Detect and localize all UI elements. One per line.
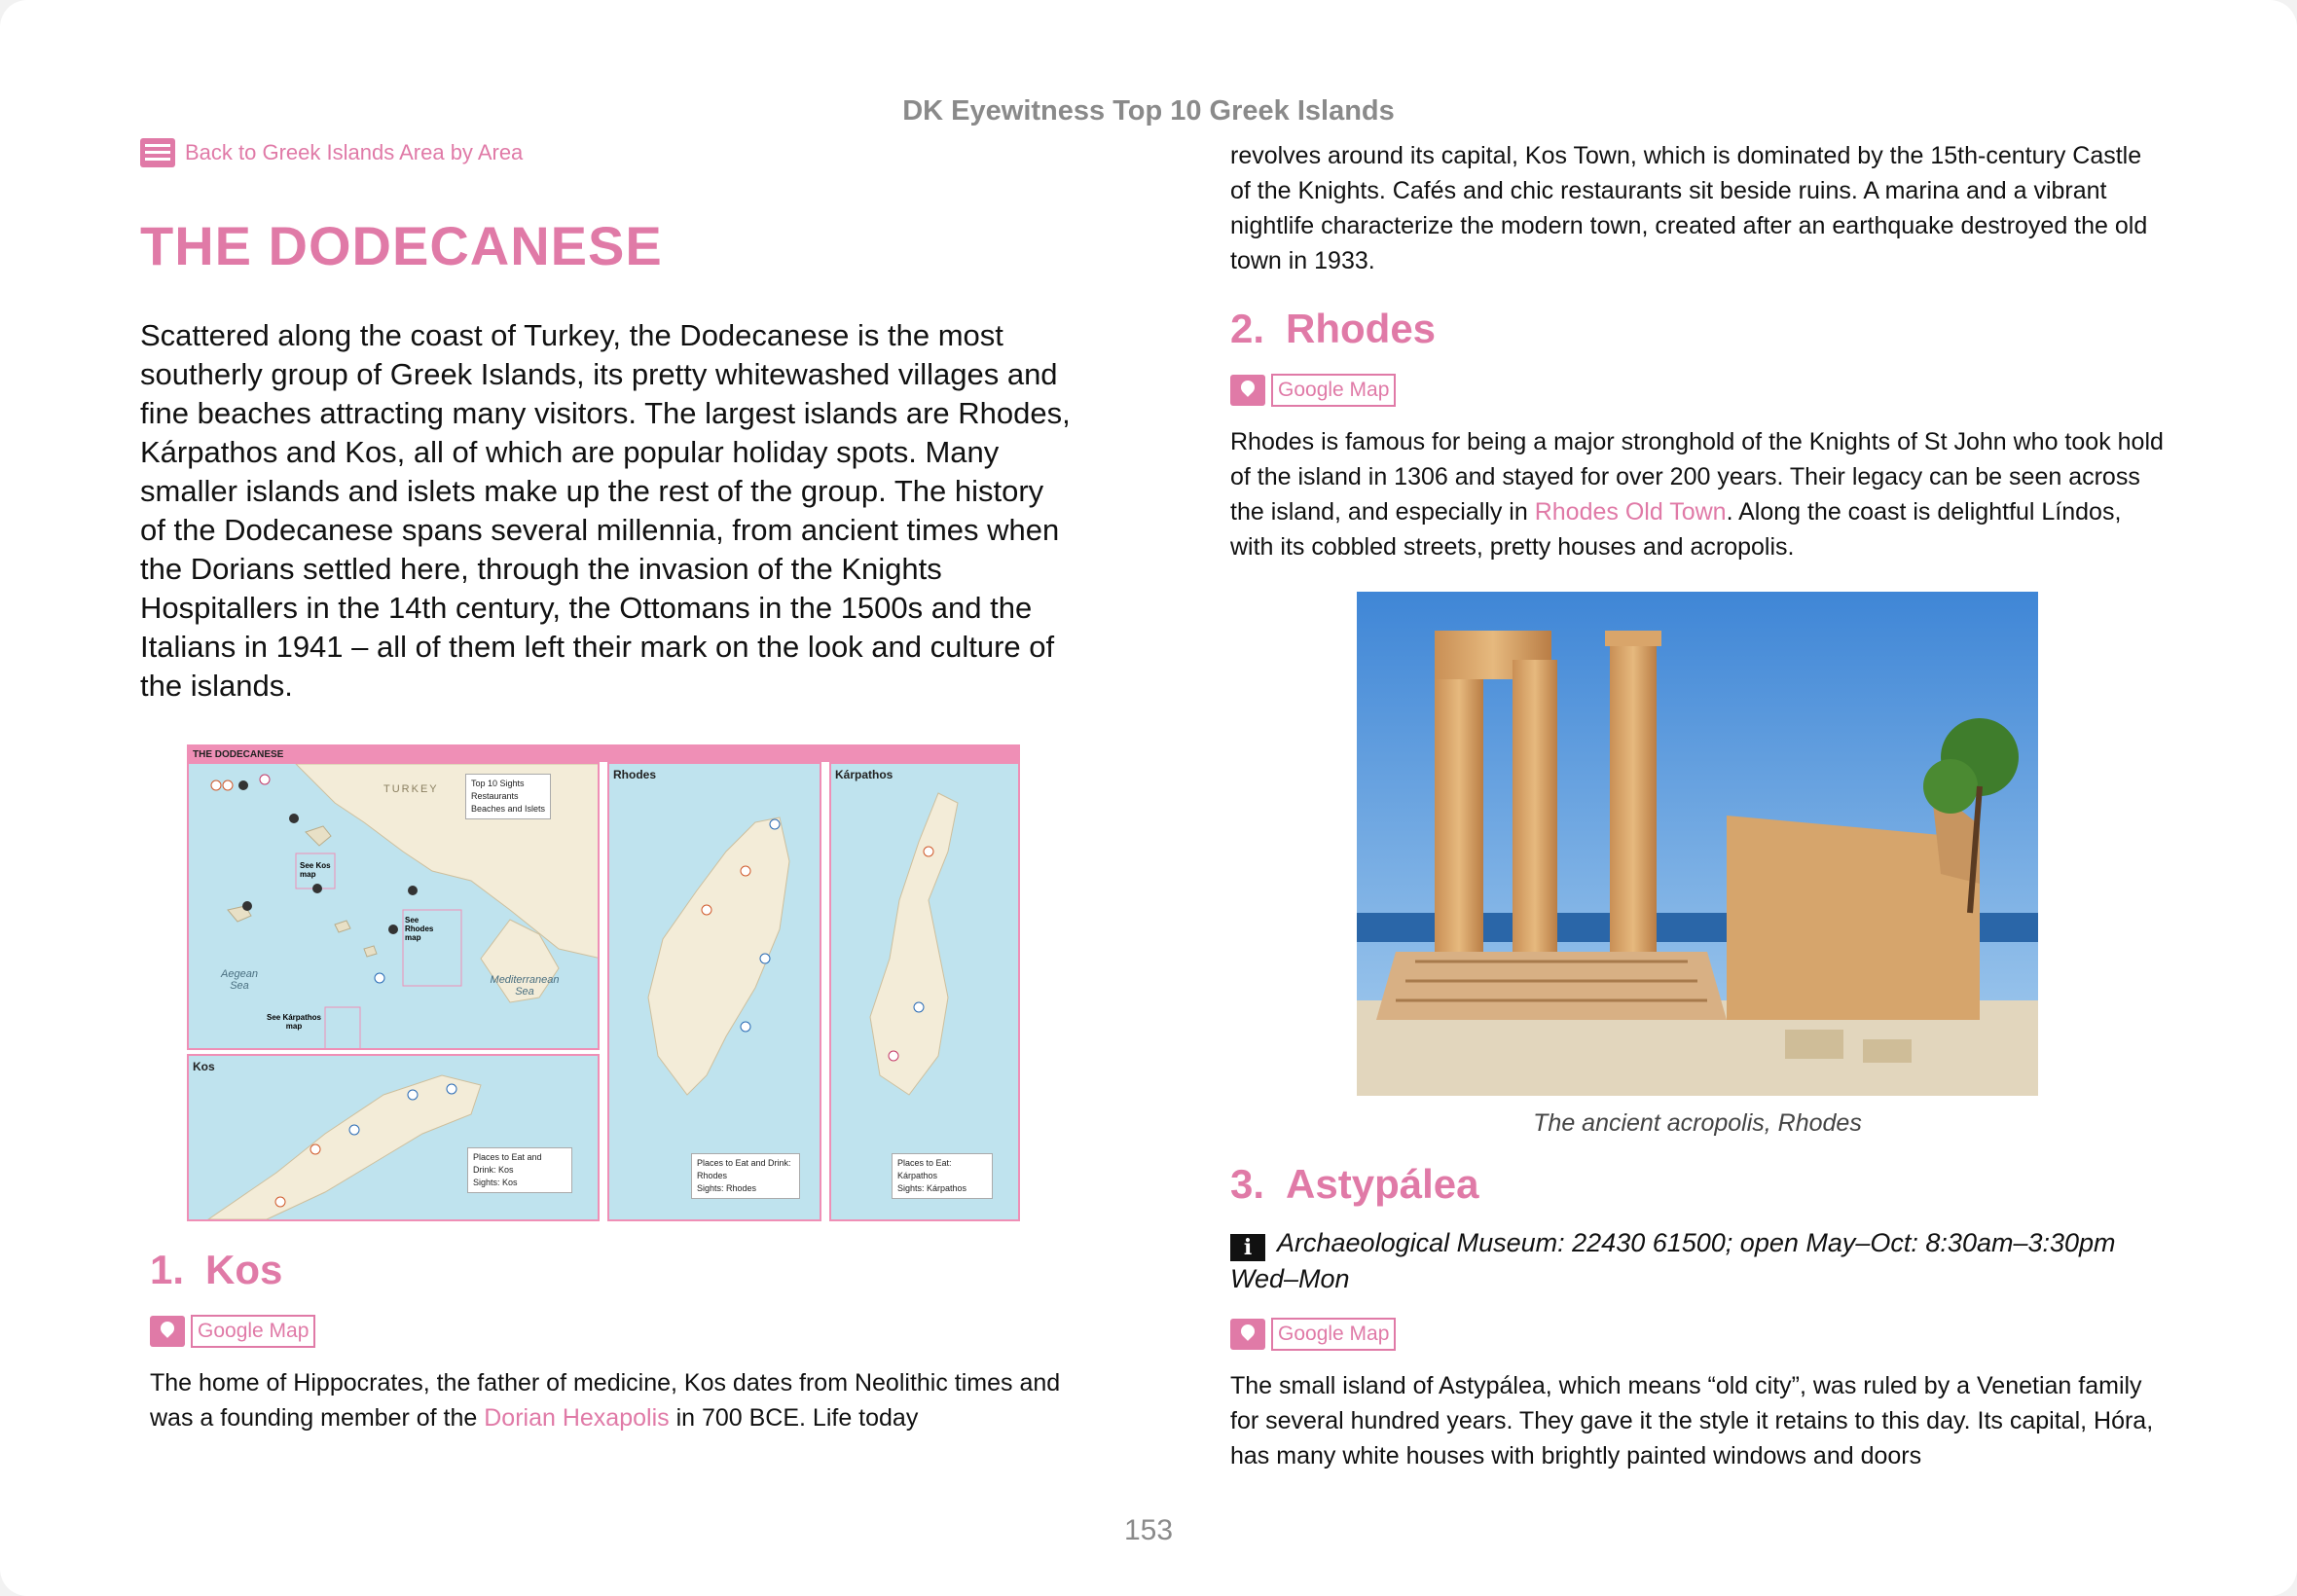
kos-text-continued: revolves around its capital, Kos Town, which is dominated by the 15th-century Castle of the Knights. Cafés and chic restaurants sit beside ruins. A marina and a vibrant nightlife characterize the modern town, created after an earthquake destroyed the old town in 1933. [1230, 142, 2148, 274]
intro-paragraph: Scattered along the coast of Turkey, the Dodecanese is the most southerly group of Greek Islands, its pretty whitewashed villages and fine beaches attracting many visitors. The largest islands are Rhodes, Kárpathos and Kos, all of which are popular holiday spots. Many smaller islands and islets make up the rest of the group. The history of the Dodecanese spans several millennia, from ancient times when the Dorians settled here, through the invasion of the Knights Hospitallers in the 14th century, the Ottomans in the 1500s and the Italians in 1941 – all of them left their mark on the look and culture of the islands. [140, 318, 1071, 703]
entry-kos-heading: 1. Kos [150, 1247, 283, 1292]
photo-caption: The ancient acropolis, Rhodes [1533, 1109, 1862, 1137]
back-link[interactable] [140, 138, 1075, 167]
map-pin-icon [1230, 1319, 1265, 1350]
rhodes-old-town-link[interactable]: Rhodes Old Town [1534, 498, 1727, 526]
map-legend-main: Top 10 Sights Restaurants Beaches and Islets [465, 774, 551, 819]
left-column [140, 138, 1075, 1435]
rhodes-google-map[interactable] [1230, 374, 2165, 407]
book-title: DK Eyewitness Top 10 Greek Islands [902, 95, 1395, 127]
right-column [1230, 138, 2165, 1473]
kos-google-map[interactable] [150, 1315, 1075, 1348]
entry-astypalea-heading: 3. Astypálea [1230, 1161, 1479, 1207]
map-panel-rhodes [607, 762, 821, 1221]
astypalea-text: The small island of Astypálea, which means “old city”, was ruled by a Venetian family for several hundred years. They gave it the style it retains to this day. Its capital, Hóra, has many white houses with brightly painted windows and doors [1230, 1372, 2154, 1469]
list-icon [140, 138, 175, 167]
map-legend-karpathos: Places to Eat: Kárpathos Sights: Kárpathos [892, 1153, 993, 1199]
map-rhodes-title: Rhodes [613, 768, 657, 781]
back-link-label[interactable]: Back to Greek Islands Area by Area [185, 140, 524, 164]
map-panel-overview [187, 762, 600, 1050]
page-number: 153 [1123, 1514, 1174, 1546]
google-map-button[interactable]: Google Map [1271, 1318, 1396, 1351]
map-label-see-rhodes: See Rhodes map [405, 916, 434, 942]
entry-kos [150, 1247, 1075, 1435]
map-pin-icon [150, 1316, 185, 1347]
acropolis-photo [1357, 592, 2038, 1096]
map-label-mediterranean: Mediterranean Sea [490, 974, 560, 998]
map-label-turkey: TURKEY [383, 783, 439, 795]
astypalea-info: i Archaeological Museum: 22430 61500; open May–Oct: 8:30am–3:30pm Wed–Mon [1230, 1228, 2116, 1293]
kos-text: The home of Hippocrates, the father of medicine, Kos dates from Neolithic times and was a founding member of the Dorian Hexapolis in 700 BCE. Life today [150, 1369, 1061, 1432]
entry-astypalea [1230, 1161, 2165, 1473]
map-panel-karpathos [829, 762, 1020, 1221]
entry-rhodes [1230, 306, 2165, 1138]
map-pin-icon [1230, 375, 1265, 406]
google-map-button[interactable]: Google Map [1271, 374, 1396, 407]
entry-rhodes-heading: 2. Rhodes [1230, 306, 1437, 351]
map-label-see-kos: See Kos map [300, 861, 331, 879]
map-label-aegean: Aegean Sea [221, 968, 258, 992]
rhodes-text: Rhodes is famous for being a major stronghold of the Knights of St John who took hold of the island in 1306 and stayed for over 200 years. Their legacy can be seen across the island, and especially in Rhodes Old Town. Along the coast is delightful Líndos, with its cobbled streets, pretty houses and acropolis. [1230, 428, 2164, 561]
section-title: THE DODECANESE [140, 215, 663, 276]
info-icon: i [1230, 1234, 1265, 1261]
map-legend-rhodes: Places to Eat and Drink: Rhodes Sights: Rhodes [691, 1153, 800, 1199]
map-kos-title: Kos [193, 1060, 215, 1073]
map-header: THE DODECANESE [187, 744, 1020, 762]
map-karpathos-title: Kárpathos [835, 768, 893, 781]
dorian-hexapolis-link[interactable]: Dorian Hexapolis [484, 1404, 670, 1432]
google-map-button[interactable]: Google Map [191, 1315, 315, 1348]
map-legend-kos: Places to Eat and Drink: Kos Sights: Kos [467, 1147, 572, 1193]
dodecanese-map[interactable] [187, 744, 1020, 1221]
map-panel-kos [187, 1054, 600, 1221]
astypalea-google-map[interactable] [1230, 1318, 2165, 1351]
map-label-see-karpathos: See Kárpathos map [266, 1013, 322, 1031]
